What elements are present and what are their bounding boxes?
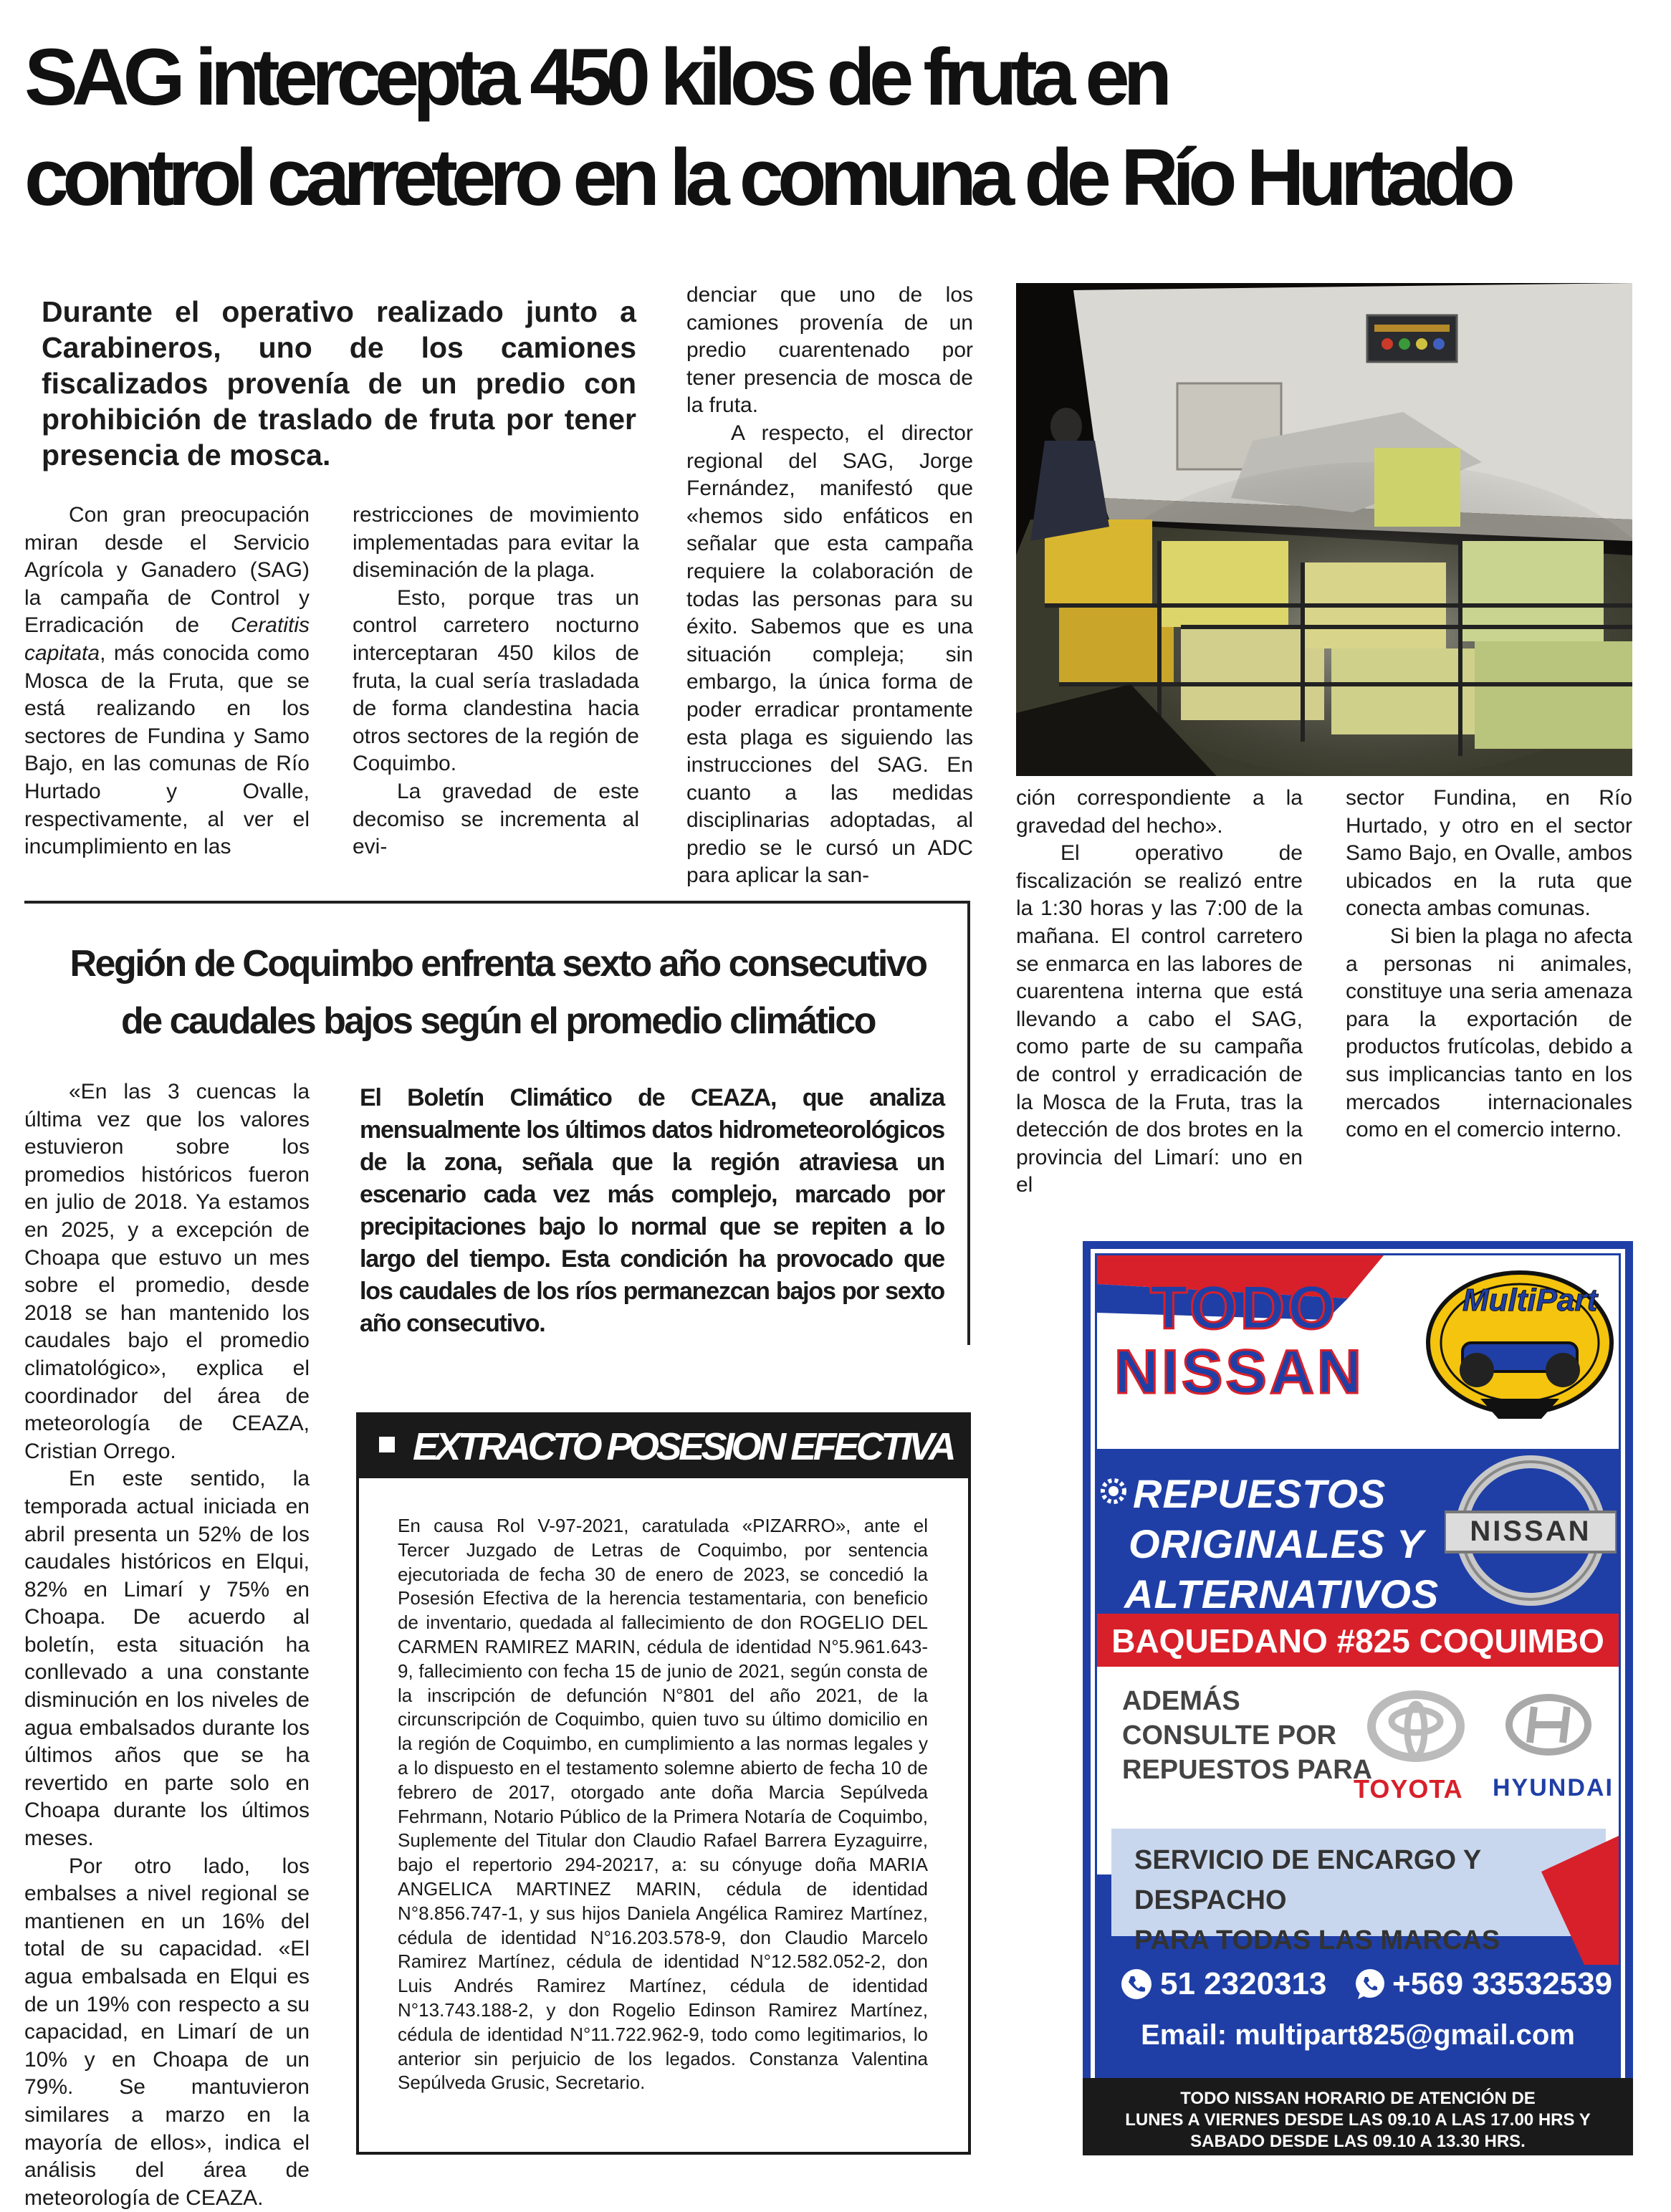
article1-column-2 xyxy=(353,502,639,861)
headline xyxy=(24,27,1651,228)
ad-brand-line-1: TODO xyxy=(1150,1273,1339,1342)
article1-column-3 xyxy=(686,282,973,890)
article2-paragraph: En este sentido, la temporada actual iniciada en abril presenta un 52% de los caudales históricos en Elqui, 82% en Limarí y 75% en Choapa. De acuerdo al boletín, esta situación ha conllevado a una constante disminución en los niveles de agua embalsados durante los últimos años que se ha revertido en parte solo en Choapa durante los últimos meses. xyxy=(24,1467,310,1851)
article1-paragraph: restricciones de movimiento implementadas para evitar la diseminación de la plaga. xyxy=(353,503,639,583)
article1-column-4 xyxy=(1016,785,1303,1200)
article1-column-5 xyxy=(1346,785,1632,1144)
article2-title-line-1: Región de Coquimbo enfrenta sexto año consecutivo xyxy=(70,943,927,985)
headline-line-1: SAG intercepta 450 kilos de fruta en xyxy=(24,32,1167,122)
legal-notice-heading: EXTRACTO POSESION EFECTIVA xyxy=(413,1425,954,1468)
article1-paragraph: Si bien la plaga no afecta a personas ni animales, constituye una seria amenaza para la exportación de productos frutícolas, debido a sus implicancias tanto en los mercados internacionales como en el comercio interno. xyxy=(1346,924,1632,1142)
phone-icon xyxy=(1120,1968,1153,2001)
legal-notice xyxy=(356,1412,971,2155)
article2-paragraph: «En las 3 cuencas la última vez que los valores estuvieron sobre los promedios históricos fueron en julio de 2018. Ya estamos en 2025, y a excepción de Choapa que estuvo un mes sobre el promedio, desde 2018 se han mantenido los caudales bajo el promedio climatológico», explica el coordinador del área de meteorología de CEAZA, Cristian Orrego. xyxy=(24,1080,310,1463)
article2-column xyxy=(24,1078,310,2212)
article1-paragraph: denciar que uno de los camiones provenía de un predio cuarentenado por tener presencia de mosca de la fruta. xyxy=(686,283,973,418)
square-bullet-icon xyxy=(379,1437,395,1452)
article1-paragraph: sector Fundina, en Río Hurtado, y otro en el sector Samo Bajo, en Ovalle, ambos ubicados en la ruta que conecta ambas comunas. xyxy=(1346,786,1632,921)
ad-hours-bar xyxy=(1083,2078,1633,2155)
article1-paragraph: El operativo de fiscalización se realizó entre la 1:30 horas y las 7:00 de la mañana. El control carretero se enmarca en las labores de cuarentena interna que está llevando a cabo el SAG, como parte de su campaña de control y erradicación de la Mosca de la Fruta, tras la detección de dos brotes en la provincia del Limarí: uno en el xyxy=(1016,841,1303,1197)
article1-paragraph: Esto, porque tras un control carretero nocturno interceptaran 450 kilos de fruta, la cual sería trasladada de forma clandestina hacia otros sectores de la región de Coquimbo. xyxy=(353,585,639,776)
article1-column-1 xyxy=(24,502,310,861)
photo-illustration xyxy=(1016,283,1632,776)
multipart-logo-text: MultiPart xyxy=(1462,1283,1598,1318)
article1-paragraph: A respecto, el director regional del SAG, Jorge Fernández, manifestó que «hemos sido enfáticos en señalar que esta campaña requiere la colaboración de todas las personas para su éxito. Sabemos que es una situación compleja; sin embargo, la única forma de poder erradicar prontamente esta plaga es siguiendo las instrucciones del SAG. En cuanto a las medidas disciplinarias adoptadas, al predio se le cursó un ADC para aplicar la san- xyxy=(686,421,973,888)
ad-email: Email: multipart825@gmail.com xyxy=(1141,2019,1575,2051)
fruit-truck-photo xyxy=(1016,283,1632,776)
gear-icon xyxy=(1100,1478,1127,1505)
article1-paragraph: ción correspondiente a la gravedad del hecho». xyxy=(1016,786,1303,838)
multipart-advertisement xyxy=(1083,1241,1633,2155)
legal-notice-body: En causa Rol V-97-2021, caratulada «PIZARRO», ante el Tercer Juzgado de Letras de Coquimbo, por sentencia ejecutoriada de fecha 30 de enero de 2023, se concedió la Posesión Efectiva de la herencia testamentaria, con beneficio de inventario, quedada al fallecimiento de don ROGELIO DEL CARMEN RAMIREZ MARIN, cédula de identidad N°5.961.643-9, fallecimiento con fecha 15 de junio de 2021, según consta de la inscripción de defunción N°801 del año 2021, de la circunscripción de Coquimbo, quien tuvo su último domicilio en la región de Coquimbo, en cumplimiento a las normas legales y a lo dispuesto en el testamento solemne abierto de fecha 10 de febrero de 2017, otorgado ante doña Marcia Sepúlveda Fehrmann, Notario Público de la Primera Notaría de Coquimbo, Suplemente del Titular don Claudio Rafael Barrera Eyzaguirre, bajo el repertorio 294-20217, a: su cónyuge doña MARIA ANGELICA MARTINEZ MARIN, cédula de identidad N°8.856.747-1, y sus hijos Daniela Angélica Ramirez Martínez, cédula de identidad N°16.203.578-9, don Claudio Marcelo Ramirez Martínez, cédula de identidad N°12.582.052-2, don Luis Andrés Ramirez Martínez, cédula de identidad N°13.743.188-2, y don Rogelio Edinson Ramirez Martínez, cédula de identidad N°11.722.962-9, todo como legitimarios, lo anterior sin perjuicio de los legados. Constanza Valentina Sepúlveda Grusic, Secretario. xyxy=(398,1515,928,2094)
toyota-logo-icon xyxy=(1366,1687,1466,1766)
article2-paragraph: Por otro lado, los embalses a nivel regional se mantienen en un 16% del total de su capacidad. «El agua embalsada en Elqui es de un 19% con respecto a su capacidad, en Limarí de un 10% y en Choapa de un 79%. Se mantuvieron similares a marzo en la mayoría de ellos», indica el análisis del área de meteorología de CEAZA. xyxy=(24,1854,310,2210)
hyundai-logo-icon xyxy=(1505,1692,1591,1757)
legal-notice-header xyxy=(359,1415,968,1478)
article2-lead: El Boletín Climático de CEAZA, que analiza mensualmente los últimos datos hidrometeorológicos de la zona, señala que la región atraviesa un escenario cada vez más complejo, marcado por precipitaciones bajo lo normal que se repiten a lo largo del tiempo. Esta condición ha provocado que los caudales de los ríos permanezcan bajos por sexto año consecutivo. xyxy=(360,1084,944,1337)
ad-phone-mobile: +569 33532539 xyxy=(1392,1966,1613,2001)
headline-line-2: control carretero en la comuna de Río Hurtado xyxy=(24,133,1509,222)
species-name: Ceratitis capitata xyxy=(24,613,310,665)
ad-parts-text: REPUESTOS ORIGINALES Y ALTERNATIVOS xyxy=(1124,1471,1440,1617)
ad-address: BAQUEDANO #825 COQUIMBO xyxy=(1111,1622,1604,1660)
article2-title xyxy=(43,935,953,1050)
article-lead: Durante el operativo realizado junto a Carabineros, uno de los camiones fiscalizados provenía de un predio con prohibición de traslado de fruta por tener presencia de mosca. xyxy=(42,295,636,471)
ad-other-brands-text: ADEMÁS CONSULTE POR REPUESTOS PARA xyxy=(1122,1686,1373,1785)
article2-title-line-2: de caudales bajos según el promedio climático xyxy=(120,1000,876,1042)
ad-service-text: SERVICIO DE ENCARGO Y DESPACHO PARA TODAS LAS MARCAS xyxy=(1134,1845,1500,1955)
hyundai-label: HYUNDAI xyxy=(1493,1774,1614,1801)
whatsapp-icon xyxy=(1354,1968,1387,2001)
toyota-label: TOYOTA xyxy=(1354,1774,1463,1804)
ad-hours-text: TODO NISSAN HORARIO DE ATENCIÓN DE LUNES A VIERNES DESDE LAS 09.10 A LAS 17.00 HRS Y SABADO DESDE LAS 09.10 A 13.30 HRS. xyxy=(1125,2089,1591,2151)
article1-paragraph: La gravedad de este decomiso se incrementa al evi- xyxy=(353,779,639,859)
nissan-logo-text: NISSAN xyxy=(1470,1516,1591,1547)
ad-brand-line-2: NISSAN xyxy=(1114,1338,1364,1407)
ad-phone-landline: 51 2320313 xyxy=(1160,1966,1327,2001)
article1-paragraph: Con gran preocupación miran desde el Servicio Agrícola y Ganadero (SAG) la campaña de Control y Erradicación de Ceratitis capitata, más conocida como Mosca de la Fruta, que se está realizando en los sectores de Fundina y Samo Bajo, en las comunas de Río Hurtado y Ovalle, respectivamente, al ver el incumplimiento en las xyxy=(24,503,310,859)
